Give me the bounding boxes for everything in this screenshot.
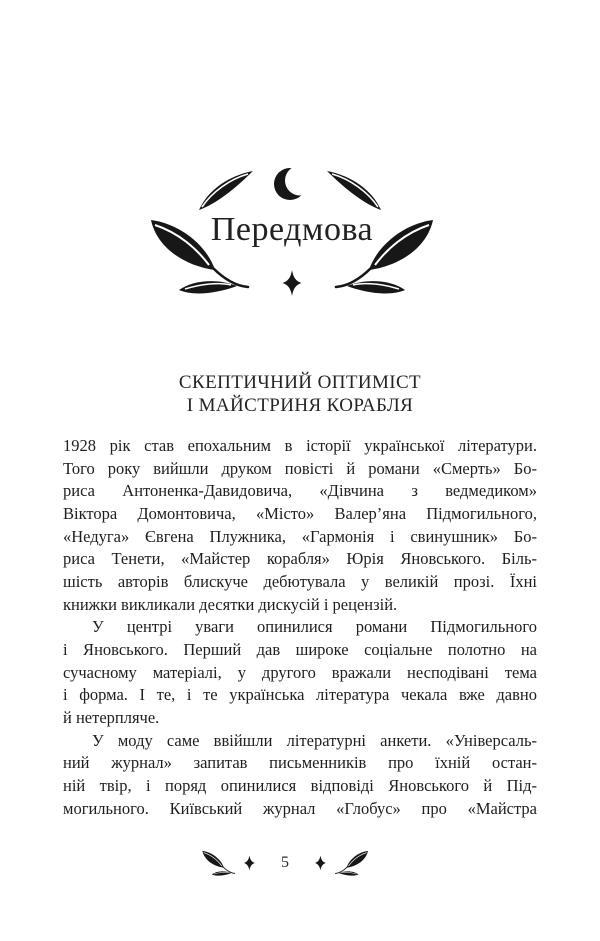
leaf-sprig-icon [200,845,235,881]
page-number: 5 [280,854,289,871]
sparkle-star-icon [241,849,258,877]
leaf-icon [199,171,253,210]
leaf-sprig-icon [335,845,370,881]
text-line: книжки викликали десятки дискусій і рецензій. [63,594,398,614]
text-line: і Яновського. Перший дав широке соціальне полотно на [63,639,537,659]
text-line: сучасному матеріалі, у другого вражали несподівані тема [63,662,537,682]
text-line: шість авторів блискуче дебютувала у великій прозі. Їхні [63,571,537,591]
text-line: риса Антоненка-Давидовича, «Дівчина з ведмедиком» [63,481,537,501]
chapter-ornament [132,158,452,310]
section-heading-line-1: СКЕПТИЧНИЙ ОПТИМІСТ [178,372,422,393]
text-line: У центрі уваги опинилися романи Підмогильного [92,617,537,637]
sparkle-star-icon [312,849,329,877]
text-line: і форма. І те, і те українська література чекала вже давно [63,685,537,705]
section-heading [63,372,537,417]
text-line: 1928 рік став епохальним в історії української літератури. [63,436,537,455]
text-line: У моду саме ввійшли літературні анкети. «Універсаль- [92,730,537,750]
text-line: й нетерпляче. [63,707,160,727]
body-text [63,435,537,820]
leaf-icon [327,171,381,210]
text-line: Віктора Домонтовича, «Місто» Валер’яна Підмогильного, [63,503,537,523]
chapter-title: Передмова [210,211,374,248]
text-line: ний журнал» запитав письменників про їхній остан- [63,753,537,773]
text-line: Того року вийшли друком повісті й романи «Смерть» Бо- [63,458,537,478]
footer-ornament-row [200,843,370,883]
sparkle-star-icon [283,270,302,296]
crescent-moon-icon [274,166,315,201]
text-line: могильного. Київський журнал «Глобус» про «Майстра [63,798,537,818]
text-line: ній твір, і поряд опинилися відповіді Яновського й Під- [63,775,537,795]
text-line: риса Тенети, «Майстер корабля» Юрія Яновського. Біль- [63,549,537,569]
text-line: «Недуга» Євгена Плужника, «Гармонія і свинушник» Бо- [63,526,537,546]
section-heading-line-2: І МАЙСТРИНЯ КОРАБЛЯ [186,394,414,416]
